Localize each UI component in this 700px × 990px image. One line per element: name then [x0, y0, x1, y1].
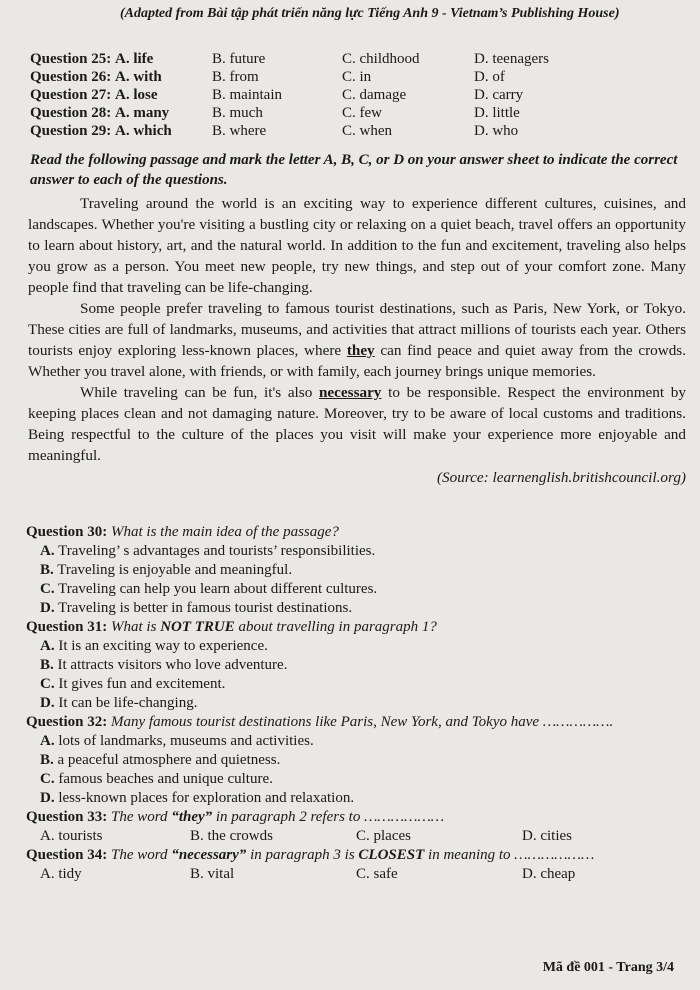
question-30: Question 30: What is the main idea of the passage?: [26, 524, 339, 540]
q32-option-a: A. lots of landmarks, museums and activities.: [40, 733, 314, 749]
option-a: A. life: [115, 51, 154, 67]
q32-option-d: D. less-known places for exploration and relaxation.: [40, 790, 355, 806]
option-c: C. damage: [342, 87, 407, 103]
q33-option-d: D. cities: [522, 828, 572, 844]
q32-option-c: C. famous beaches and unique culture.: [40, 771, 273, 787]
answer-options-block: [30, 50, 670, 140]
q30-option-c: C. Traveling can help you learn about different cultures.: [40, 581, 378, 597]
q34-option-c: C. safe: [356, 866, 398, 882]
answer-row-26: [30, 68, 670, 86]
option-d: D. carry: [474, 87, 524, 103]
option-c: C. childhood: [342, 51, 420, 67]
page-footer: Mã đề 001 - Trang 3/4: [542, 960, 674, 975]
question-label: Question 29:: [30, 123, 112, 139]
q30-option-d: D. Traveling is better in famous tourist destinations.: [40, 600, 353, 616]
q33-option-c: C. places: [356, 828, 411, 844]
q30-option-b: B. Traveling is enjoyable and meaningful.: [40, 562, 293, 578]
paragraph-3: While traveling can be fun, it's also necessary to be responsible. Respect the environment by keeping places clean and not damaging nature. Moreover, try to be aware of local customs and traditions. Being respectful to the culture of the places you visit will make your experience more enjoyable and meaningful.: [28, 384, 686, 464]
question-label: Question 25:: [30, 51, 112, 67]
q31-option-d: D. It can be life-changing.: [40, 695, 198, 711]
q34-option-a: A. tidy: [40, 866, 82, 882]
option-b: B. maintain: [212, 87, 282, 103]
question-label: Question 28:: [30, 105, 112, 121]
option-b: B. from: [212, 69, 259, 85]
option-b: B. where: [212, 123, 267, 139]
option-a: A. lose: [115, 87, 158, 103]
q31-option-c: C. It gives fun and excitement.: [40, 676, 226, 692]
option-d: D. who: [474, 123, 519, 139]
q30-option-a: A. Traveling’ s advantages and tourists’ responsibilities.: [40, 543, 376, 559]
paragraph-2: Some people prefer traveling to famous tourist destinations, such as Paris, New York, or Tokyo. These cities are full of landmarks, museums, and activities that attract millions of tourists each year. Others tourists enjoy exploring less-known places, where they can find peace and quiet away from the crowds. Whether you travel alone, with friends, or with family, each journey brings unique memories.: [28, 300, 686, 380]
reading-instruction: Read the following passage and mark the letter A, B, C, or D on your answer sheet to indicate the correct answer to each of the questions.: [30, 152, 678, 188]
question-33: Question 33: The word “they” in paragraph 2 refers to ………………: [26, 809, 445, 825]
q33-option-b: B. the crowds: [190, 828, 273, 844]
option-c: C. when: [342, 123, 392, 139]
underlined-they: they: [346, 342, 375, 359]
option-a: A. which: [115, 123, 172, 139]
q34-option-b: B. vital: [190, 866, 235, 882]
reading-passage: [28, 193, 686, 488]
q31-option-b: B. It attracts visitors who love adventure.: [40, 657, 288, 673]
option-b: B. much: [212, 105, 263, 121]
q31-option-a: A. It is an exciting way to experience.: [40, 638, 268, 654]
q33-option-a: A. tourists: [40, 828, 103, 844]
questions-block: [26, 523, 686, 884]
question-32: Question 32: Many famous tourist destinations like Paris, New York, and Tokyo have …………….: [26, 714, 614, 730]
adapted-source: (Adapted from Bài tập phát triển năng lực Tiếng Anh 9 - Vietnam’s Publishing House): [120, 6, 620, 21]
underlined-necessary: necessary: [318, 384, 382, 401]
answer-row-28: [30, 104, 670, 122]
option-d: D. teenagers: [474, 51, 549, 67]
q34-options: [26, 865, 686, 884]
answer-row-29: [30, 122, 670, 140]
option-c: C. in: [342, 69, 372, 85]
paragraph-1: Traveling around the world is an exciting way to experience different cultures, cuisines, and landscapes. Whether you're visiting a bustling city or relaxing on a quiet beach, travel offers an opportunity to learn about history, art, and the natural world. In addition to the fun and excitement, traveling also helps you grow as a person. You meet new people, try new things, and step out of your comfort zone. Many people find that traveling can be life-changing.: [28, 195, 686, 296]
answer-row-25: [30, 50, 670, 68]
passage-source: (Source: learnenglish.britishcouncil.org): [436, 469, 686, 486]
option-b: B. future: [212, 51, 266, 67]
question-label: Question 27:: [30, 87, 112, 103]
q34-option-d: D. cheap: [522, 866, 576, 882]
question-label: Question 26:: [30, 69, 112, 85]
answer-row-27: [30, 86, 670, 104]
option-c: C. few: [342, 105, 382, 121]
option-d: D. of: [474, 69, 505, 85]
question-34: Question 34: The word “necessary” in paragraph 3 is CLOSEST in meaning to ………………: [26, 847, 595, 863]
option-a: A. with: [115, 69, 162, 85]
question-31: Question 31: What is NOT TRUE about travelling in paragraph 1?: [26, 619, 437, 635]
option-d: D. little: [474, 105, 520, 121]
q33-options: [26, 827, 686, 846]
option-a: A. many: [115, 105, 170, 121]
q32-option-b: B. a peaceful atmosphere and quietness.: [40, 752, 281, 768]
